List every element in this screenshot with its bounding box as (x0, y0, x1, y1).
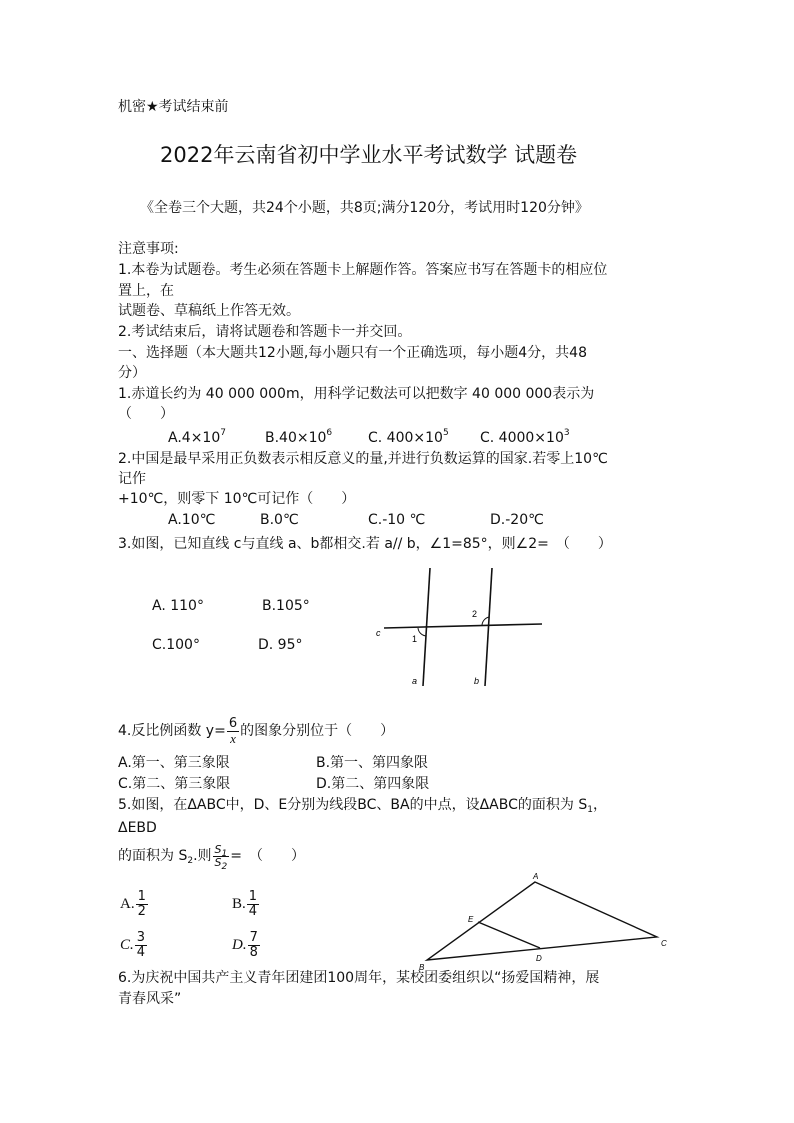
line-c (384, 624, 542, 628)
option-b: B.第一、第四象限 (316, 755, 429, 771)
question-stem: 4.反比例函数 y= $\frac{6}{x}$ 的图象分别位于（ ） (118, 715, 395, 746)
section-heading: 一、选择题（本大题共12小题,每小题只有一个正确选项，每小题4分，共48 (118, 345, 587, 361)
triangle-abc-figure (410, 868, 675, 978)
label-C: C (661, 939, 667, 948)
option-c: C. $\frac{3}{4}$ (120, 929, 146, 960)
confidential-label: 机密★考试结束前 (118, 99, 229, 115)
label-D: D (536, 954, 542, 963)
label-a: a (412, 676, 418, 686)
option-a: A.第一、第三象限 (118, 755, 230, 771)
question-stem: 的面积为 $S_2$.则 $\frac{S_1}{S_2}$ = （ ） (118, 842, 305, 872)
question-stem: 5.如图，在ΔABC中，D、E分别为线段BC、BA的中点，设ΔABC的面积为 $S_1$， (118, 797, 607, 815)
question-stem: 2.中国是最早采用正负数表示相反意义的量,并进行负数运算的国家.若零上10℃ (118, 451, 608, 467)
section-heading: 分） (118, 365, 146, 381)
exam-info: 《全卷三个大题，共24个小题，共8页;满分120分，考试用时120分钟》 (140, 200, 589, 216)
option-b: $B.40\times 10^6$ (265, 428, 333, 446)
label-A: A (533, 872, 539, 881)
option-d: D.-20℃ (490, 512, 544, 528)
label-b: b (474, 676, 480, 686)
option-d: D.第二、第四象限 (316, 776, 430, 792)
question-stem: 3.如图，已知直线 c与直线 a、b都相交.若 a// b，∠1=85°，则∠2= （ ） (118, 536, 612, 552)
option-c: C.第二、第三象限 (118, 776, 231, 792)
option-b: B.0℃ (260, 512, 299, 528)
question-stem: 青春风采” (118, 991, 182, 1007)
option-d: D. $\frac{7}{8}$ (232, 929, 258, 960)
notes-line: 1.本卷为试题卷。考生必须在答题卡上解题作答。答案应书写在答题卡的相应位 (118, 262, 608, 278)
option-d: D. 95° (258, 637, 303, 653)
option-c: C.-10 ℃ (368, 512, 426, 528)
area-ratio-fraction: $\frac{S_1}{S_2}$ (214, 842, 228, 872)
option-d: C. $4000\times 10^3$ (480, 428, 570, 446)
option-b: B.105° (262, 598, 310, 614)
option-c: C.100° (152, 637, 200, 653)
page-title: 2022年云南省初中学业水平考试数学 试题卷 (160, 143, 578, 167)
notes-line: 置上，在 (118, 283, 174, 299)
option-b: B. $\frac{1}{4}$ (232, 888, 258, 919)
question-stem: 6.为庆祝中国共产主义青年团建团100周年，某校团委组织以“扬爱国精神，展 (118, 970, 600, 986)
option-a: A. 110° (152, 598, 204, 614)
label-E: E (468, 915, 474, 924)
label-angle-1: 1 (412, 634, 418, 644)
question-stem: ΔEBD (118, 820, 157, 836)
option-a: A.10℃ (168, 512, 216, 528)
triangle-abc (427, 882, 657, 960)
label-B: B (419, 963, 425, 972)
segment-ed (478, 922, 540, 948)
question-stem: 记作 (118, 471, 146, 487)
fraction-6-over-x: $\frac{6}{x}$ (228, 715, 238, 746)
notes-heading: 注意事项: (118, 241, 179, 257)
label-angle-2: 2 (472, 609, 478, 619)
parallel-lines-figure (370, 560, 550, 690)
option-a: $A.4\times 10^7$ (168, 428, 226, 446)
question-stem: 1.赤道长约为 40 000 000m，用科学记数法可以把数字 40 000 000表示为 (118, 386, 595, 402)
label-c: c (376, 628, 381, 638)
option-a: A. $\frac{1}{2}$ (120, 888, 146, 919)
angle-1-arc (418, 628, 426, 636)
notes-line: 2.考试结束后，请将试题卷和答题卡一并交回。 (118, 324, 412, 340)
question-stem: +10℃，则零下 10℃可记作（ ） (118, 491, 356, 507)
option-c: C. $400\times 10^5$ (368, 428, 449, 446)
line-b (485, 568, 492, 686)
answer-bracket: （ ） (118, 406, 174, 422)
notes-line: 试题卷、草稿纸上作答无效。 (118, 303, 300, 319)
